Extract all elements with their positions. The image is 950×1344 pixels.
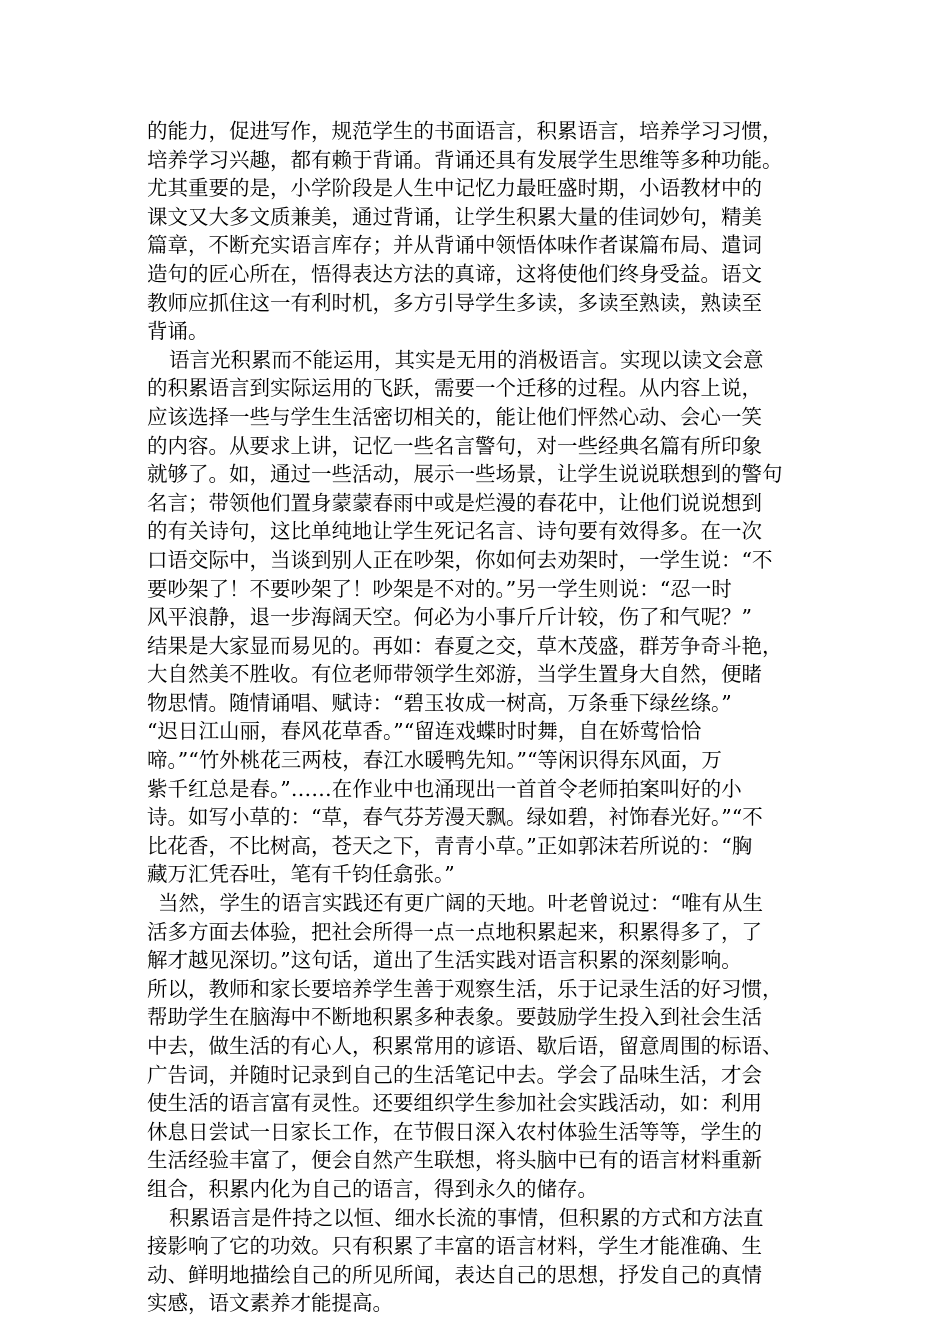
paragraph-line: 风平浪静，退一步海阔天空。何必为小事斤斤计较，伤了和气呢？”: [147, 605, 752, 630]
paragraph-line: 应该选择一些与学生生活密切相关的，能让他们怦然心动、会心一笑: [147, 404, 762, 429]
paragraph-line: 的有关诗句，这比单纯地让学生死记名言、诗句要有效得多。在一次: [147, 519, 762, 544]
paragraph-line: 动、鲜明地描绘自己的所见所闻，表达自己的思想，抒发自己的真情: [147, 1262, 762, 1287]
paragraph-line: 造句的匠心所在，悟得表达方法的真谛，这将使他们终身受益。语文: [147, 261, 762, 286]
paragraph-line: 物思情。随情诵唱、赋诗：“碧玉妆成一树高，万条垂下绿丝绦。”: [147, 690, 732, 715]
paragraph-line: 生活经验丰富了，便会自然产生联想，将头脑中已有的语言材料重新: [147, 1148, 762, 1173]
paragraph-line: 休息日尝试一日家长工作，在节假日深入农村体验生活等等，学生的: [147, 1119, 762, 1144]
paragraph-line: 活多方面去体验，把社会所得一点一点地积累起来，积累得多了，了: [147, 919, 762, 944]
paragraph-line: 啼。”“竹外桃花三两枝，春江水暖鸭先知。”“等闲识得东风面，万: [147, 748, 722, 773]
paragraph-line: 的能力，促进写作，规范学生的书面语言，积累语言，培养学习习惯，: [147, 119, 783, 143]
paragraph-line: 结果是大家显而易见的。再如：春夏之交，草木茂盛，群芳争奇斗艳，: [147, 633, 783, 658]
paragraph: [147, 346, 819, 889]
paragraph-line: 藏万汇凭吞吐，笔有千钧任翕张。”: [147, 862, 455, 887]
paragraph-line: “迟日江山丽，春风花草香。”“留连戏蝶时时舞，自在娇莺恰恰: [147, 719, 702, 744]
paragraph-line: 语言光积累而不能运用，其实是无用的消极语言。实现以读文会意: [169, 347, 764, 372]
paragraph: [147, 117, 819, 346]
paragraph-line: 帮助学生在脑海中不断地积累多种表象。要鼓励学生投入到社会生活: [147, 1005, 762, 1030]
paragraph-line: 当然，学生的语言实践还有更广阔的天地。叶老曾说过：“唯有从生: [158, 891, 763, 916]
paragraph-line: 名言；带领他们置身蒙蒙春雨中或是烂漫的春花中，让他们说说想到: [147, 490, 762, 515]
paragraph-line: 广告词，并随时记录到自己的生活笔记中去。学会了品味生活，才会: [147, 1062, 762, 1087]
paragraph-line: 口语交际中，当谈到别人正在吵架，你如何去劝架时，一学生说：“不: [147, 547, 773, 572]
paragraph-line: 诗。如写小草的：“草，春气芬芳漫天飘。绿如碧，衬饰春光好。”“不: [147, 805, 763, 830]
paragraph-line: 的内容。从要求上讲，记忆一些名言警句，对一些经典名篇有所印象: [147, 433, 762, 458]
paragraph-line: 课文又大多文质兼美，通过背诵，让学生积累大量的佳词妙句，精美: [147, 204, 762, 229]
paragraph-line: 篇章，不断充实语言库存；并从背诵中领悟体味作者谋篇布局、遣词: [147, 233, 762, 258]
paragraph-line: 积累语言是件持之以恒、细水长流的事情，但积累的方式和方法直: [169, 1205, 764, 1230]
paragraph: [147, 889, 819, 1204]
paragraph: [147, 1204, 819, 1318]
paragraph-line: 所以，教师和家长要培养学生善于观察生活，乐于记录生活的好习惯，: [147, 976, 783, 1001]
paragraph-line: 教师应抓住这一有利时机，多方引导学生多读，多读至熟读，熟读至: [147, 290, 762, 315]
paragraph-line: 实感，语文素养才能提高。: [147, 1291, 393, 1316]
paragraph-line: 组合，积累内化为自己的语言，得到永久的储存。: [147, 1176, 598, 1201]
paragraph-line: 紫千红总是春。”……在作业中也涌现出一首首令老师拍案叫好的小: [147, 776, 742, 801]
paragraph-line: 的积累语言到实际运用的飞跃，需要一个迁移的过程。从内容上说，: [147, 376, 762, 401]
paragraph-line: 要吵架了！不要吵架了！吵架是不对的。”另一学生则说：“忍一时: [147, 576, 732, 601]
paragraph-line: 大自然美不胜收。有位老师带领学生郊游，当学生置身大自然，便睹: [147, 662, 762, 687]
paragraph-line: 背诵。: [147, 319, 209, 344]
paragraph-line: 解才越见深切。”这句话，道出了生活实践对语言积累的深刻影响。: [147, 948, 742, 973]
paragraph-line: 使生活的语言富有灵性。还要组织学生参加社会实践活动，如：利用: [147, 1091, 762, 1116]
document-body: [147, 117, 819, 1318]
paragraph-line: 就够了。如，通过一些活动，展示一些场景，让学生说说联想到的警句: [147, 462, 783, 487]
paragraph-line: 尤其重要的是，小学阶段是人生中记忆力最旺盛时期，小语教材中的: [147, 176, 762, 201]
paragraph-line: 中去，做生活的有心人，积累常用的谚语、歇后语，留意周围的标语、: [147, 1034, 783, 1058]
paragraph-line: 比花香，不比树高，苍天之下，青青小草。”正如郭沫若所说的：“胸: [147, 833, 753, 858]
paragraph-line: 培养学习兴趣，都有赖于背诵。背诵还具有发展学生思维等多种功能。: [147, 147, 783, 172]
paragraph-line: 接影响了它的功效。只有积累了丰富的语言材料，学生才能准确、生: [147, 1234, 762, 1259]
